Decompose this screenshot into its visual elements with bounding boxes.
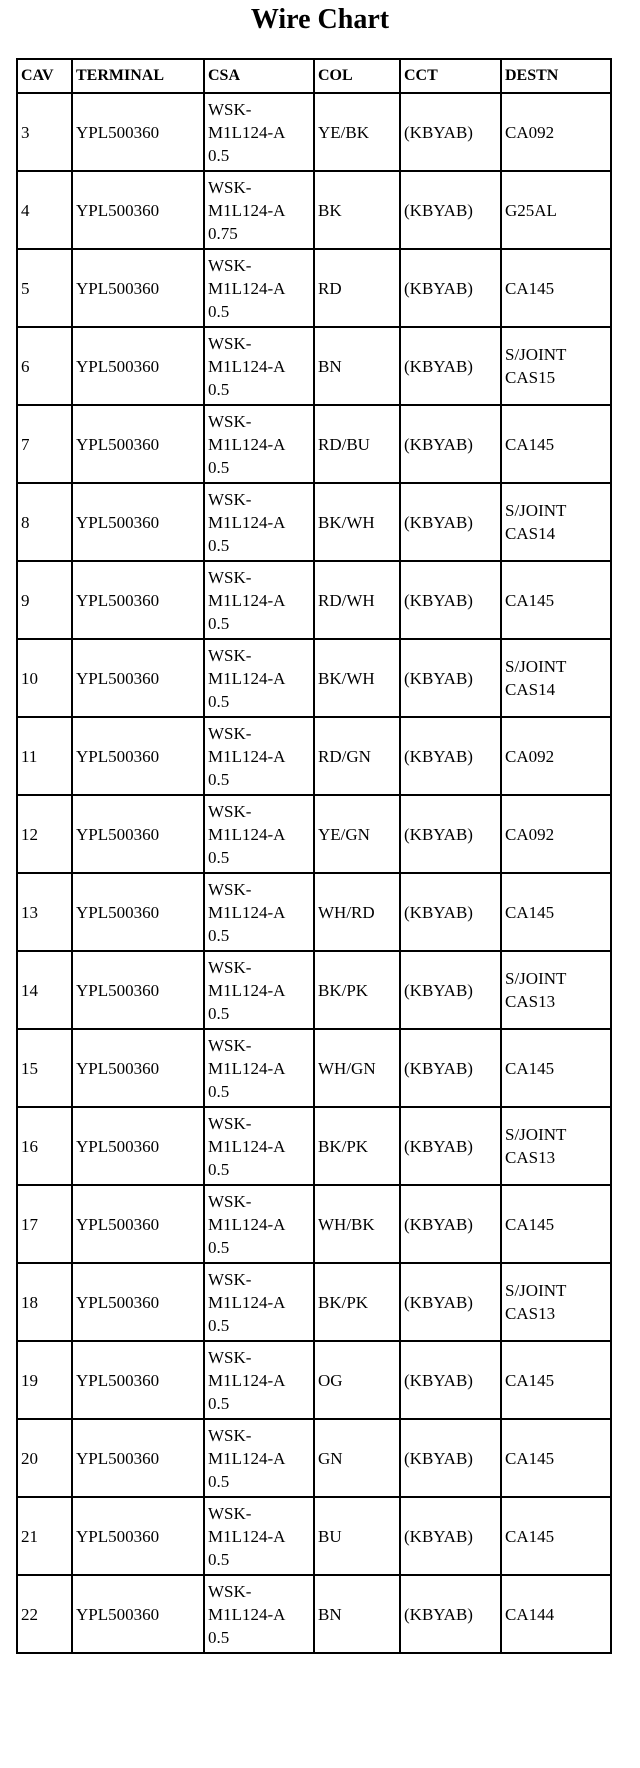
cell-csa — [204, 249, 314, 327]
cell-terminal: YPL500360 — [72, 1341, 204, 1419]
cell-cct: (KBYAB) — [400, 483, 501, 561]
cell-csa-line: WSK- — [208, 1113, 252, 1133]
cell-cav: 11 — [17, 717, 72, 795]
cell-cav: 14 — [17, 951, 72, 1029]
table-row — [17, 483, 611, 561]
table-row — [17, 405, 611, 483]
cell-destn-line: CA092 — [505, 824, 555, 844]
table-row — [17, 249, 611, 327]
cell-destn-line: CAS14 — [505, 680, 556, 699]
cell-destn — [501, 1341, 611, 1419]
cell-csa-line: M1L124-A — [208, 1604, 286, 1624]
cell-destn-line: CAS13 — [505, 1304, 556, 1323]
cell-csa-line: WSK- — [208, 1581, 252, 1601]
cell-cav: 20 — [17, 1419, 72, 1497]
cell-csa-line: 0.5 — [208, 1549, 230, 1569]
cell-cav: 16 — [17, 1107, 72, 1185]
cell-col: RD/GN — [314, 717, 400, 795]
cell-csa-line: M1L124-A — [208, 1058, 286, 1078]
cell-terminal: YPL500360 — [72, 1419, 204, 1497]
cell-csa-line: M1L124-A — [208, 122, 286, 142]
cell-cct: (KBYAB) — [400, 1575, 501, 1653]
table-row — [17, 951, 611, 1029]
cell-csa — [204, 561, 314, 639]
cell-destn — [501, 1419, 611, 1497]
table-row — [17, 717, 611, 795]
cell-col: YE/BK — [314, 93, 400, 171]
cell-csa — [204, 951, 314, 1029]
cell-csa-line: 0.5 — [208, 1159, 230, 1179]
cell-cav: 19 — [17, 1341, 72, 1419]
cell-csa-line: M1L124-A — [208, 902, 286, 922]
cell-csa-line: 0.5 — [208, 613, 230, 633]
cell-csa-line: 0.5 — [208, 769, 230, 789]
cell-csa — [204, 405, 314, 483]
cell-destn — [501, 1107, 611, 1185]
cell-csa — [204, 717, 314, 795]
cell-csa-line: M1L124-A — [208, 1292, 286, 1312]
cell-destn-line: S/JOINT — [505, 1125, 567, 1144]
cell-terminal: YPL500360 — [72, 717, 204, 795]
cell-terminal: YPL500360 — [72, 405, 204, 483]
cell-csa-line: M1L124-A — [208, 278, 286, 298]
cell-csa-line: WSK- — [208, 1269, 252, 1289]
cell-cct: (KBYAB) — [400, 717, 501, 795]
cell-csa-line: M1L124-A — [208, 512, 286, 532]
cell-csa-line: WSK- — [208, 177, 252, 197]
cell-cct: (KBYAB) — [400, 1419, 501, 1497]
cell-csa-line: M1L124-A — [208, 1136, 286, 1156]
table-row — [17, 1263, 611, 1341]
cell-terminal: YPL500360 — [72, 639, 204, 717]
cell-cav: 18 — [17, 1263, 72, 1341]
cell-terminal: YPL500360 — [72, 1029, 204, 1107]
table-row — [17, 1029, 611, 1107]
cell-csa-line: M1L124-A — [208, 434, 286, 454]
header-col: COL — [314, 59, 400, 93]
cell-col: BN — [314, 1575, 400, 1653]
cell-cct: (KBYAB) — [400, 93, 501, 171]
cell-cav: 10 — [17, 639, 72, 717]
header-csa: CSA — [204, 59, 314, 93]
cell-cav: 8 — [17, 483, 72, 561]
cell-cav: 13 — [17, 873, 72, 951]
cell-cct: (KBYAB) — [400, 561, 501, 639]
cell-csa-line: 0.5 — [208, 301, 230, 321]
cell-csa — [204, 1497, 314, 1575]
cell-cav: 5 — [17, 249, 72, 327]
header-cav: CAV — [17, 59, 72, 93]
cell-destn — [501, 951, 611, 1029]
cell-destn-line: S/JOINT — [505, 501, 567, 520]
cell-csa-line: WSK- — [208, 1347, 252, 1367]
cell-csa — [204, 1185, 314, 1263]
cell-destn-line: CA145 — [505, 1058, 555, 1078]
cell-cct: (KBYAB) — [400, 405, 501, 483]
cell-cct: (KBYAB) — [400, 1107, 501, 1185]
table-row — [17, 795, 611, 873]
cell-csa-line: M1L124-A — [208, 1214, 286, 1234]
cell-cav: 21 — [17, 1497, 72, 1575]
cell-csa — [204, 93, 314, 171]
cell-csa-line: WSK- — [208, 255, 252, 275]
cell-col: BK/PK — [314, 951, 400, 1029]
cell-destn-line: CAS14 — [505, 524, 556, 543]
cell-destn-line: CA145 — [505, 278, 555, 298]
cell-destn-line: CA145 — [505, 1370, 555, 1390]
cell-cct: (KBYAB) — [400, 327, 501, 405]
cell-csa-line: 0.5 — [208, 1627, 230, 1647]
cell-terminal: YPL500360 — [72, 873, 204, 951]
cell-csa-line: WSK- — [208, 801, 252, 821]
table-row — [17, 1107, 611, 1185]
cell-csa-line: M1L124-A — [208, 980, 286, 1000]
cell-csa-line: 0.5 — [208, 1315, 230, 1335]
cell-cct: (KBYAB) — [400, 1029, 501, 1107]
cell-csa — [204, 1341, 314, 1419]
cell-col: WH/BK — [314, 1185, 400, 1263]
cell-terminal: YPL500360 — [72, 795, 204, 873]
cell-csa-line: 0.5 — [208, 1237, 230, 1257]
cell-csa-line: WSK- — [208, 1425, 252, 1445]
cell-col: RD — [314, 249, 400, 327]
cell-destn — [501, 717, 611, 795]
cell-cct: (KBYAB) — [400, 1185, 501, 1263]
cell-cct: (KBYAB) — [400, 1341, 501, 1419]
cell-destn-line: CA144 — [505, 1604, 555, 1624]
cell-cct: (KBYAB) — [400, 249, 501, 327]
cell-destn — [501, 1029, 611, 1107]
cell-col: WH/GN — [314, 1029, 400, 1107]
cell-destn-line: CA145 — [505, 1214, 555, 1234]
cell-csa-line: M1L124-A — [208, 590, 286, 610]
cell-terminal: YPL500360 — [72, 327, 204, 405]
cell-csa-line: M1L124-A — [208, 200, 286, 220]
table-row — [17, 171, 611, 249]
cell-cct: (KBYAB) — [400, 873, 501, 951]
cell-csa-line: M1L124-A — [208, 1448, 286, 1468]
cell-col: BU — [314, 1497, 400, 1575]
cell-cct: (KBYAB) — [400, 171, 501, 249]
cell-destn — [501, 873, 611, 951]
cell-col: BK/WH — [314, 483, 400, 561]
cell-terminal: YPL500360 — [72, 951, 204, 1029]
cell-destn — [501, 1575, 611, 1653]
cell-csa — [204, 1029, 314, 1107]
cell-destn-line: CA145 — [505, 1526, 555, 1546]
cell-cct: (KBYAB) — [400, 951, 501, 1029]
cell-csa — [204, 327, 314, 405]
cell-destn-line: S/JOINT — [505, 969, 567, 988]
cell-csa-line: WSK- — [208, 1503, 252, 1523]
cell-col: BN — [314, 327, 400, 405]
cell-col: WH/RD — [314, 873, 400, 951]
cell-csa-line: 0.5 — [208, 145, 230, 165]
cell-csa-line: 0.5 — [208, 691, 230, 711]
cell-destn-line: CAS13 — [505, 1148, 556, 1167]
cell-col: BK/PK — [314, 1263, 400, 1341]
cell-cav: 22 — [17, 1575, 72, 1653]
cell-destn — [501, 93, 611, 171]
cell-terminal: YPL500360 — [72, 171, 204, 249]
table-row — [17, 639, 611, 717]
cell-csa-line: WSK- — [208, 567, 252, 587]
header-cct: CCT — [400, 59, 501, 93]
table-header-row — [17, 59, 611, 93]
cell-terminal: YPL500360 — [72, 1497, 204, 1575]
table-row — [17, 1497, 611, 1575]
cell-terminal: YPL500360 — [72, 1575, 204, 1653]
cell-destn — [501, 1497, 611, 1575]
cell-csa-line: 0.5 — [208, 1003, 230, 1023]
cell-col: BK/WH — [314, 639, 400, 717]
header-terminal: TERMINAL — [72, 59, 204, 93]
cell-csa — [204, 1107, 314, 1185]
cell-destn-line: S/JOINT — [505, 345, 567, 364]
cell-csa-line: 0.75 — [208, 223, 238, 243]
cell-destn — [501, 483, 611, 561]
table-row — [17, 1575, 611, 1653]
cell-csa-line: 0.5 — [208, 1471, 230, 1491]
table-row — [17, 561, 611, 639]
cell-destn-line: CA092 — [505, 122, 555, 142]
cell-destn — [501, 327, 611, 405]
table-row — [17, 1185, 611, 1263]
cell-destn-line: CA145 — [505, 434, 555, 454]
cell-csa — [204, 1419, 314, 1497]
table-row — [17, 873, 611, 951]
cell-col: RD/BU — [314, 405, 400, 483]
cell-terminal: YPL500360 — [72, 1185, 204, 1263]
cell-terminal: YPL500360 — [72, 1107, 204, 1185]
cell-destn — [501, 405, 611, 483]
cell-terminal: YPL500360 — [72, 1263, 204, 1341]
cell-cav: 6 — [17, 327, 72, 405]
table-row — [17, 1341, 611, 1419]
cell-cav: 17 — [17, 1185, 72, 1263]
cell-cav: 7 — [17, 405, 72, 483]
cell-destn-line: CA092 — [505, 746, 555, 766]
cell-csa-line: WSK- — [208, 1191, 252, 1211]
table-row — [17, 327, 611, 405]
cell-csa-line: 0.5 — [208, 847, 230, 867]
cell-col: BK — [314, 171, 400, 249]
cell-csa-line: WSK- — [208, 489, 252, 509]
cell-destn-line: S/JOINT — [505, 657, 567, 676]
cell-col: GN — [314, 1419, 400, 1497]
cell-terminal: YPL500360 — [72, 483, 204, 561]
cell-csa-line: 0.5 — [208, 457, 230, 477]
cell-destn-line: CAS15 — [505, 368, 556, 387]
cell-cav: 3 — [17, 93, 72, 171]
cell-csa-line: M1L124-A — [208, 1526, 286, 1546]
cell-csa-line: WSK- — [208, 723, 252, 743]
cell-csa-line: M1L124-A — [208, 746, 286, 766]
cell-csa-line: 0.5 — [208, 1393, 230, 1413]
cell-csa — [204, 483, 314, 561]
cell-csa — [204, 795, 314, 873]
cell-csa-line: 0.5 — [208, 925, 230, 945]
cell-cct: (KBYAB) — [400, 1263, 501, 1341]
cell-destn-line: CA145 — [505, 1448, 555, 1468]
cell-csa-line: M1L124-A — [208, 356, 286, 376]
cell-csa-line: M1L124-A — [208, 668, 286, 688]
cell-destn — [501, 1185, 611, 1263]
cell-cav: 9 — [17, 561, 72, 639]
cell-cav: 12 — [17, 795, 72, 873]
cell-terminal: YPL500360 — [72, 93, 204, 171]
cell-terminal: YPL500360 — [72, 249, 204, 327]
cell-col: RD/WH — [314, 561, 400, 639]
cell-destn-line: CA145 — [505, 590, 555, 610]
cell-destn-line: G25AL — [505, 200, 557, 220]
cell-csa-line: WSK- — [208, 411, 252, 431]
cell-csa-line: WSK- — [208, 645, 252, 665]
cell-csa-line: WSK- — [208, 879, 252, 899]
cell-csa-line: WSK- — [208, 333, 252, 353]
cell-csa-line: WSK- — [208, 957, 252, 977]
cell-csa-line: 0.5 — [208, 535, 230, 555]
table-row — [17, 93, 611, 171]
cell-cav: 15 — [17, 1029, 72, 1107]
cell-cav: 4 — [17, 171, 72, 249]
header-destn: DESTN — [501, 59, 611, 93]
cell-csa — [204, 873, 314, 951]
cell-destn — [501, 561, 611, 639]
cell-csa-line: 0.5 — [208, 1081, 230, 1101]
cell-destn — [501, 171, 611, 249]
cell-col: OG — [314, 1341, 400, 1419]
cell-csa — [204, 171, 314, 249]
cell-destn — [501, 249, 611, 327]
cell-csa-line: M1L124-A — [208, 824, 286, 844]
cell-csa-line: WSK- — [208, 99, 252, 119]
cell-destn — [501, 1263, 611, 1341]
wire-chart-table — [16, 58, 612, 1654]
cell-csa-line: M1L124-A — [208, 1370, 286, 1390]
cell-csa-line: 0.5 — [208, 379, 230, 399]
cell-csa — [204, 1263, 314, 1341]
cell-col: BK/PK — [314, 1107, 400, 1185]
cell-destn — [501, 795, 611, 873]
cell-cct: (KBYAB) — [400, 1497, 501, 1575]
table-row — [17, 1419, 611, 1497]
cell-destn-line: CA145 — [505, 902, 555, 922]
cell-destn-line: S/JOINT — [505, 1281, 567, 1300]
cell-destn-line: CAS13 — [505, 992, 556, 1011]
cell-destn — [501, 639, 611, 717]
page-title: Wire Chart — [250, 4, 390, 35]
cell-cct: (KBYAB) — [400, 795, 501, 873]
cell-csa — [204, 639, 314, 717]
cell-col: YE/GN — [314, 795, 400, 873]
cell-csa-line: WSK- — [208, 1035, 252, 1055]
cell-terminal: YPL500360 — [72, 561, 204, 639]
table-body — [17, 93, 611, 1653]
cell-csa — [204, 1575, 314, 1653]
cell-cct: (KBYAB) — [400, 639, 501, 717]
